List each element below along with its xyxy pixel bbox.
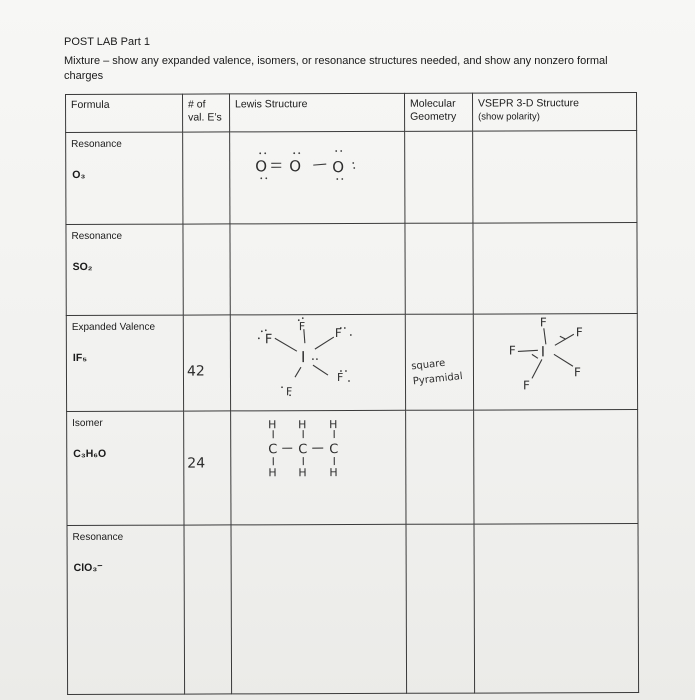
c3h6o-lewis-drawing — [231, 411, 406, 522]
page-title: POST LAB Part 1 — [64, 36, 151, 48]
o3-atom-right: O — [332, 158, 345, 177]
if5-vsepr-drawing — [474, 314, 638, 407]
lewis-cell-o3[interactable] — [230, 131, 405, 224]
lab-table — [65, 92, 639, 695]
h-bottom-3: H — [329, 466, 338, 480]
vsepr-cell[interactable] — [473, 131, 637, 224]
table-row — [67, 410, 638, 526]
lewis-cell[interactable] — [230, 223, 405, 315]
table-row — [66, 223, 637, 316]
vsepr-cell[interactable] — [474, 524, 639, 694]
geometry-cell[interactable] — [405, 223, 473, 314]
carbon-2: C — [298, 442, 308, 458]
row-formula: IF₅ — [72, 351, 88, 364]
row-type: Resonance — [71, 138, 122, 150]
lewis-cell-if5[interactable] — [230, 314, 405, 411]
if5-fluorine-right: F — [334, 326, 342, 341]
header-row — [66, 93, 637, 133]
row-label-if5 — [66, 315, 183, 411]
carbon-1: C — [268, 442, 278, 458]
if5-fluorine-left: F — [264, 332, 273, 348]
h-top-3: H — [329, 418, 338, 432]
valence-value: 24 — [187, 455, 206, 472]
geometry-cell[interactable] — [406, 524, 475, 693]
instructions-text: Mixture – show any expanded valence, isomers, or resonance structures needed, and show any nonzero formal charges — [64, 55, 608, 82]
geometry-cell[interactable] — [405, 314, 473, 410]
carbon-3: C — [329, 442, 339, 458]
vsepr-cell[interactable] — [474, 410, 638, 525]
vsepr-cell[interactable] — [473, 223, 637, 315]
table-row — [67, 524, 639, 695]
row-formula: C₃H₆O — [73, 447, 107, 460]
valence-cell[interactable] — [183, 224, 230, 315]
geometry-cell[interactable] — [405, 131, 473, 223]
valence-cell[interactable] — [183, 132, 230, 224]
geometry-cell[interactable] — [406, 410, 474, 524]
h-top-1: H — [268, 418, 277, 432]
geometry-answer: square Pyramidal — [410, 357, 464, 388]
header-lewis: Lewis Structure — [230, 93, 405, 132]
row-type: Expanded Valence — [71, 321, 156, 333]
if5-iodine-center: I — [300, 348, 306, 367]
if5-fluorine-top: F — [298, 320, 306, 334]
if5-fluorine-lower-right: F — [336, 371, 344, 385]
row-label-clo3 — [67, 525, 185, 694]
o3-atom-left: O — [255, 157, 268, 176]
row-type: Isomer — [72, 417, 103, 429]
valence-cell[interactable] — [183, 315, 230, 411]
if5-fluorine-bottom: F — [286, 385, 293, 399]
table-row — [66, 131, 637, 225]
vsepr-fluorine-left: F — [508, 343, 516, 358]
lewis-cell-c3h6o[interactable] — [231, 410, 406, 525]
row-type: Resonance — [71, 230, 123, 242]
vsepr-fluorine-top: F — [539, 315, 547, 330]
h-bottom-2: H — [298, 466, 307, 480]
vsepr-fluorine-bottom: F — [522, 378, 530, 393]
header-formula: Formula — [66, 94, 183, 132]
vsepr-iodine-center: I — [540, 344, 546, 361]
row-label-c3h6o — [67, 411, 184, 525]
header-valence: # of val. E’s — [183, 94, 230, 132]
vsepr-fluorine-upper-right: F — [575, 325, 583, 340]
o3-atom-center: O — [289, 157, 302, 176]
row-formula: O₃ — [72, 168, 86, 181]
vsepr-fluorine-lower-right: F — [573, 365, 581, 380]
if5-lewis-drawing — [231, 315, 406, 408]
o3-lewis-drawing — [230, 132, 405, 221]
row-formula: SO₂ — [72, 260, 93, 273]
header-geometry: Molecular Geometry — [404, 93, 472, 131]
header-vsepr: VSEPR 3-D Structure (show polarity) — [472, 93, 636, 132]
valence-cell[interactable] — [184, 525, 232, 694]
row-label-o3 — [66, 132, 183, 224]
lewis-cell[interactable] — [231, 524, 407, 694]
valence-value: 42 — [186, 363, 205, 380]
table-row — [66, 314, 637, 412]
row-formula: ClO₃⁻ — [73, 561, 103, 574]
h-top-2: H — [298, 418, 307, 432]
valence-cell[interactable] — [184, 411, 231, 525]
vsepr-cell-if5[interactable] — [473, 314, 637, 411]
row-label-so2 — [66, 224, 183, 315]
h-bottom-1: H — [268, 466, 277, 480]
row-type: Resonance — [72, 531, 124, 543]
